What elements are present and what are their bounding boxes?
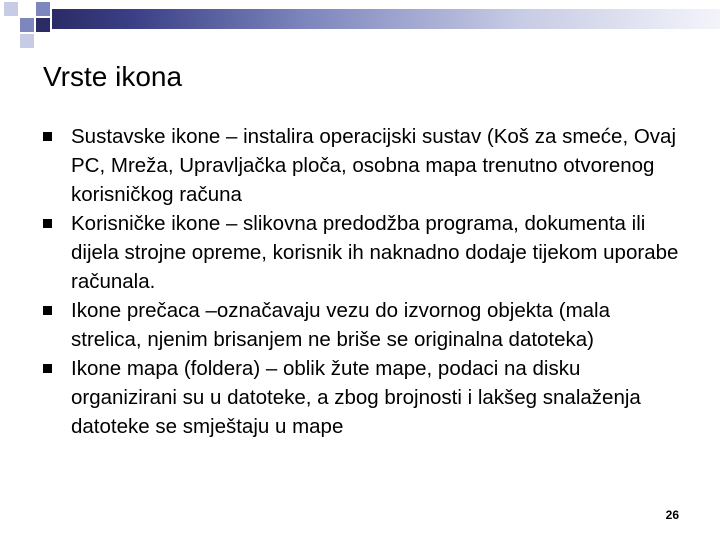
checker-square <box>4 2 18 16</box>
bullet-item <box>43 209 683 296</box>
page-number: 26 <box>665 508 679 522</box>
square-bullet-icon <box>43 306 52 315</box>
checker-square <box>20 34 34 48</box>
bullet-text: Sustavske ikone – instalira operacijski sustav (Koš za smeće, Ovaj PC, Mreža, Upravljačka ploča, osobna mapa trenutno otvorenog korisničkog računa <box>71 125 677 206</box>
checker-square <box>20 18 34 32</box>
checker-square <box>36 2 50 16</box>
bullet-list <box>43 122 683 441</box>
bullet-text: Korisničke ikone – slikovna predodžba programa, dokumenta ili dijela strojne opreme, korisnik ih naknadno dodaje tijekom uporabe računala. <box>71 212 679 293</box>
header-gradient-bar <box>52 9 720 29</box>
bullet-text: Ikone mapa (foldera) – oblik žute mape, podaci na disku organizirani su u datoteke, a zbog brojnosti i lakšeg snalaženja datoteke se smještaju u mape <box>71 357 641 438</box>
checker-square <box>36 18 50 32</box>
slide-title: Vrste ikona <box>43 61 183 92</box>
bullet-item <box>43 296 683 354</box>
square-bullet-icon <box>43 364 52 373</box>
square-bullet-icon <box>43 219 52 228</box>
bullet-item <box>43 122 683 209</box>
square-bullet-icon <box>43 132 52 141</box>
checker-square <box>4 18 18 32</box>
bullet-text: Ikone prečaca –označavaju vezu do izvornog objekta (mala strelica, njenim brisanjem ne briše se originalna datoteka) <box>71 299 611 351</box>
checker-square <box>20 2 34 16</box>
header-decoration <box>0 0 720 48</box>
bullet-item <box>43 354 683 441</box>
